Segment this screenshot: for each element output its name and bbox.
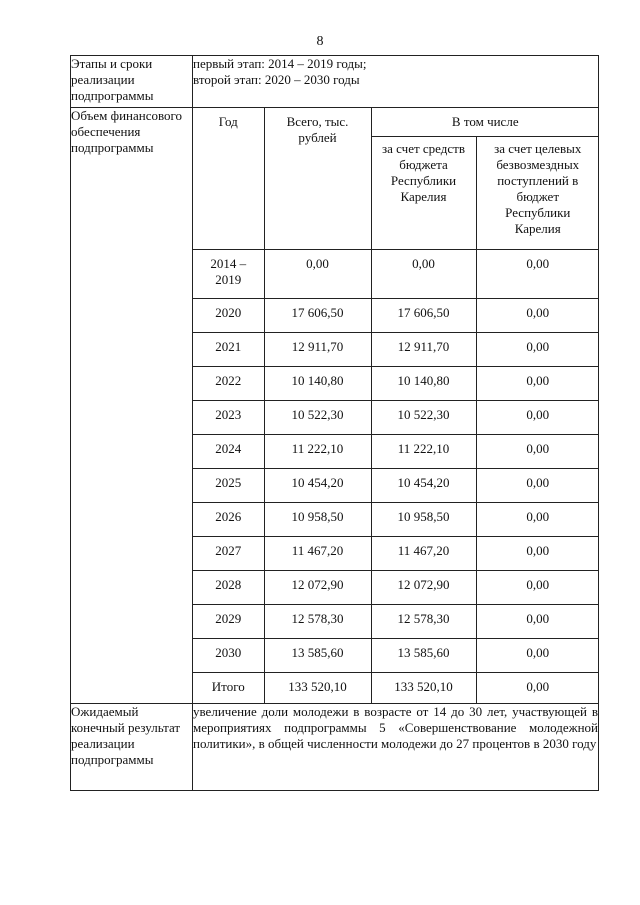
stage-first: первый этап: 2014 – 2019 годы;: [193, 56, 367, 71]
financing-data-row: [193, 571, 599, 605]
cell-budget: 12 072,90: [371, 571, 476, 605]
cell-total: 133 520,10: [264, 673, 371, 704]
stages-row: [71, 56, 599, 108]
cell-total: 12 578,30: [264, 605, 371, 639]
stages-value: [193, 56, 599, 108]
cell-year: 2021: [193, 333, 264, 367]
stage-second: второй этап: 2020 – 2030 годы: [193, 72, 360, 87]
cell-budget: 17 606,50: [371, 299, 476, 333]
cell-budget: 10 140,80: [371, 367, 476, 401]
financing-data-row: [193, 333, 599, 367]
cell-total: 10 958,50: [264, 503, 371, 537]
financing-data-row: [193, 503, 599, 537]
cell-year: 2027: [193, 537, 264, 571]
header-grants: за счет целевых безвозмездных поступлений в бюджет Республики Карелия: [476, 137, 599, 250]
financing-data-row: [193, 367, 599, 401]
cell-grants: 0,00: [476, 299, 599, 333]
header-total: Всего, тыс. рублей: [264, 108, 371, 250]
cell-total: 13 585,60: [264, 639, 371, 673]
subprogram-passport-table: [70, 55, 599, 791]
cell-total: 0,00: [264, 250, 371, 299]
header-budget: за счет средств бюджета Республики Карелия: [371, 137, 476, 250]
financing-data-row: [193, 537, 599, 571]
financing-data-row: [193, 250, 599, 299]
cell-grants: 0,00: [476, 333, 599, 367]
cell-budget: 13 585,60: [371, 639, 476, 673]
financing-row: [71, 108, 599, 704]
cell-total: 12 072,90: [264, 571, 371, 605]
result-label: Ожидаемый конечный результат реализации подпрограммы: [71, 704, 193, 791]
financing-data-row: [193, 673, 599, 704]
cell-year: 2014 – 2019: [193, 250, 264, 299]
cell-grants: 0,00: [476, 537, 599, 571]
cell-budget: 133 520,10: [371, 673, 476, 704]
cell-total: 10 454,20: [264, 469, 371, 503]
stages-label: Этапы и сроки реализации подпрограммы: [71, 56, 193, 108]
cell-total: 11 467,20: [264, 537, 371, 571]
financing-header-row-1: [193, 108, 599, 137]
financing-cell: [193, 108, 599, 704]
cell-budget: 11 222,10: [371, 435, 476, 469]
cell-total: 11 222,10: [264, 435, 371, 469]
cell-grants: 0,00: [476, 571, 599, 605]
cell-budget: 10 958,50: [371, 503, 476, 537]
header-including: В том числе: [371, 108, 599, 137]
cell-total: 10 522,30: [264, 401, 371, 435]
cell-grants: 0,00: [476, 435, 599, 469]
financing-data-row: [193, 605, 599, 639]
cell-total: 10 140,80: [264, 367, 371, 401]
cell-total: 12 911,70: [264, 333, 371, 367]
cell-year: 2020: [193, 299, 264, 333]
cell-total: 17 606,50: [264, 299, 371, 333]
cell-year: 2026: [193, 503, 264, 537]
cell-year: 2030: [193, 639, 264, 673]
financing-table: [193, 108, 599, 703]
cell-grants: 0,00: [476, 250, 599, 299]
cell-grants: 0,00: [476, 503, 599, 537]
header-year: Год: [193, 108, 264, 250]
cell-grants: 0,00: [476, 639, 599, 673]
financing-data-row: [193, 435, 599, 469]
cell-year: 2024: [193, 435, 264, 469]
cell-year: 2023: [193, 401, 264, 435]
cell-grants: 0,00: [476, 605, 599, 639]
cell-year: 2028: [193, 571, 264, 605]
cell-grants: 0,00: [476, 401, 599, 435]
cell-grants: 0,00: [476, 469, 599, 503]
result-value: увеличение доли молодежи в возрасте от 14 до 30 лет, участвующей в мероприятиях подпрограммы 5 «Совершенствование молодежной политики», в общей численности молодежи до 27 процентов в 2030 году: [193, 704, 599, 791]
cell-year: 2029: [193, 605, 264, 639]
cell-budget: 12 911,70: [371, 333, 476, 367]
cell-year: Итого: [193, 673, 264, 704]
financing-data-row: [193, 401, 599, 435]
cell-budget: 10 454,20: [371, 469, 476, 503]
cell-grants: 0,00: [476, 367, 599, 401]
financing-label: Объем финансового обеспечения подпрограммы: [71, 108, 193, 704]
cell-year: 2022: [193, 367, 264, 401]
financing-data-row: [193, 639, 599, 673]
cell-budget: 0,00: [371, 250, 476, 299]
cell-budget: 12 578,30: [371, 605, 476, 639]
page-number: 8: [316, 34, 324, 49]
cell-budget: 10 522,30: [371, 401, 476, 435]
result-row: [71, 704, 599, 791]
financing-data-row: [193, 299, 599, 333]
cell-budget: 11 467,20: [371, 537, 476, 571]
financing-data-row: [193, 469, 599, 503]
cell-grants: 0,00: [476, 673, 599, 704]
cell-year: 2025: [193, 469, 264, 503]
financing-body: [193, 250, 599, 704]
